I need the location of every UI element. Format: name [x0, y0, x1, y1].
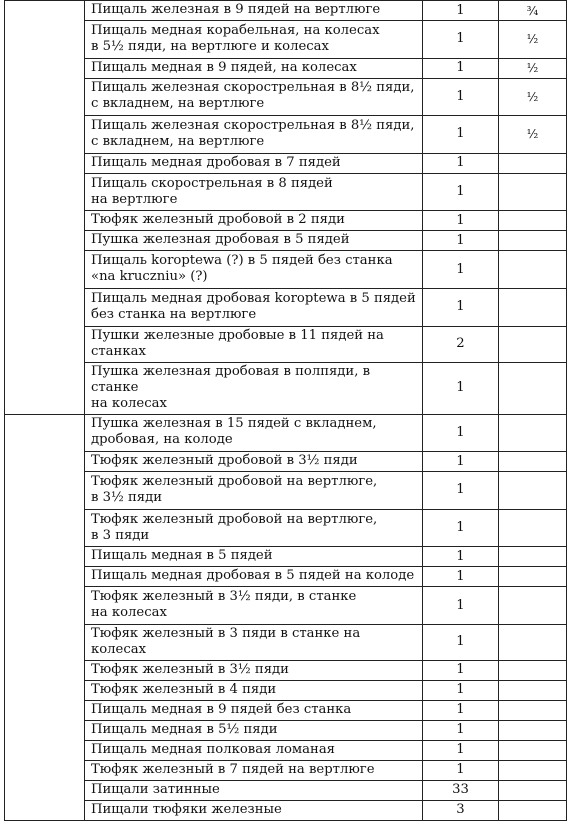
table-row — [5, 58, 567, 78]
item-name-cell: Пищаль медная дробовая в 5 пядей на колоде — [85, 567, 423, 587]
table-row — [5, 414, 567, 452]
item-quantity-cell: 1 — [423, 116, 499, 154]
table-row — [5, 288, 567, 326]
table-row — [5, 452, 567, 472]
item-quantity-cell: 1 — [423, 567, 499, 587]
item-quantity-cell: 1 — [423, 509, 499, 547]
item-quantity-cell: 1 — [423, 231, 499, 251]
group-cell — [5, 414, 85, 820]
item-quantity-cell: 1 — [423, 720, 499, 740]
item-name-cell: Пищаль медная в 5 пядей — [85, 547, 423, 567]
table-row — [5, 21, 567, 59]
item-extra-cell: ½ — [499, 116, 567, 154]
item-extra-cell — [499, 231, 567, 251]
table-row — [5, 251, 567, 289]
item-quantity-cell: 1 — [423, 78, 499, 116]
item-quantity-cell: 1 — [423, 760, 499, 780]
table-row — [5, 567, 567, 587]
item-quantity-cell: 1 — [423, 1, 499, 21]
item-extra-cell: ½ — [499, 58, 567, 78]
table-row — [5, 587, 567, 625]
table-row — [5, 720, 567, 740]
item-extra-cell: ½ — [499, 78, 567, 116]
item-quantity-cell: 1 — [423, 624, 499, 660]
item-name-cell: Пищаль медная дробовая в 7 пядей — [85, 153, 423, 173]
item-quantity-cell: 1 — [423, 153, 499, 173]
item-quantity-cell: 1 — [423, 288, 499, 326]
item-extra-cell — [499, 547, 567, 567]
item-name-cell: Пушка железная дробовая в полпяди, в станке на колесах — [85, 362, 423, 414]
item-extra-cell — [499, 700, 567, 720]
table-row — [5, 362, 567, 414]
table-row — [5, 760, 567, 780]
item-quantity-cell: 1 — [423, 211, 499, 231]
table-row — [5, 800, 567, 820]
table-row — [5, 78, 567, 116]
item-name-cell: Тюфяк железный в 3 пяди в станке на колесах — [85, 624, 423, 660]
table-row — [5, 547, 567, 567]
table-row — [5, 231, 567, 251]
item-quantity-cell: 1 — [423, 700, 499, 720]
item-extra-cell — [499, 680, 567, 700]
item-quantity-cell: 33 — [423, 780, 499, 800]
table-row — [5, 509, 567, 547]
item-name-cell: Пищали затинные — [85, 780, 423, 800]
item-extra-cell — [499, 153, 567, 173]
item-name-cell: Тюфяк железный в 3½ пяди — [85, 660, 423, 680]
table-row — [5, 173, 567, 211]
item-quantity-cell: 1 — [423, 660, 499, 680]
item-name-cell: Пищали тюфяки железные — [85, 800, 423, 820]
item-name-cell: Пищаль железная скорострельная в 8½ пяди, с вкладнем, на вертлюге — [85, 78, 423, 116]
item-name-cell: Пищаль медная корабельная, на колесах в 5½ пяди, на вертлюге и колесах — [85, 21, 423, 59]
item-name-cell: Пищаль скорострельная в 8 пядей на вертлюге — [85, 173, 423, 211]
item-quantity-cell: 1 — [423, 452, 499, 472]
table-row — [5, 472, 567, 510]
item-extra-cell: ¾ — [499, 1, 567, 21]
table-row — [5, 700, 567, 720]
item-extra-cell — [499, 362, 567, 414]
table-row — [5, 326, 567, 362]
table-row — [5, 211, 567, 231]
item-extra-cell — [499, 567, 567, 587]
item-quantity-cell: 1 — [423, 173, 499, 211]
item-quantity-cell: 1 — [423, 21, 499, 59]
item-extra-cell — [499, 660, 567, 680]
table-row — [5, 780, 567, 800]
item-extra-cell — [499, 472, 567, 510]
item-name-cell: Тюфяк железный дробовой в 2 пяди — [85, 211, 423, 231]
table-row — [5, 740, 567, 760]
item-name-cell: Пищаль медная в 9 пядей, на колесах — [85, 58, 423, 78]
item-extra-cell — [499, 780, 567, 800]
item-extra-cell — [499, 211, 567, 231]
item-name-cell: Пищаль медная в 9 пядей без станка — [85, 700, 423, 720]
item-extra-cell — [499, 740, 567, 760]
item-name-cell: Тюфяк железный дробовой в 3½ пяди — [85, 452, 423, 472]
item-extra-cell — [499, 452, 567, 472]
item-extra-cell — [499, 624, 567, 660]
item-extra-cell — [499, 173, 567, 211]
item-name-cell: Тюфяк железный дробовой на вертлюге, в 3½ пяди — [85, 472, 423, 510]
item-name-cell: Пушка железная дробовая в 5 пядей — [85, 231, 423, 251]
table-row — [5, 1, 567, 21]
item-name-cell: Тюфяк железный дробовой на вертлюге, в 3 пяди — [85, 509, 423, 547]
item-extra-cell: ½ — [499, 21, 567, 59]
item-quantity-cell: 1 — [423, 362, 499, 414]
item-quantity-cell: 1 — [423, 472, 499, 510]
item-quantity-cell: 1 — [423, 587, 499, 625]
item-name-cell: Тюфяк железный в 3½ пяди, в станке на колесах — [85, 587, 423, 625]
inventory-table — [4, 0, 567, 821]
item-name-cell: Пищаль koroptewa (?) в 5 пядей без станка «na krucznіu» (?) — [85, 251, 423, 289]
item-quantity-cell: 1 — [423, 58, 499, 78]
item-quantity-cell: 1 — [423, 680, 499, 700]
item-quantity-cell: 2 — [423, 326, 499, 362]
item-extra-cell — [499, 414, 567, 452]
item-name-cell: Пищаль медная дробовая koroptewa в 5 пядей без станка на вертлюге — [85, 288, 423, 326]
item-extra-cell — [499, 251, 567, 289]
item-extra-cell — [499, 720, 567, 740]
item-name-cell: Пушки железные дробовые в 11 пядей на станках — [85, 326, 423, 362]
item-name-cell: Пищаль железная в 9 пядей на вертлюге — [85, 1, 423, 21]
table-row — [5, 660, 567, 680]
item-extra-cell — [499, 326, 567, 362]
item-extra-cell — [499, 288, 567, 326]
item-extra-cell — [499, 760, 567, 780]
item-name-cell: Пушка железная в 15 пядей с вкладнем, дробовая, на колоде — [85, 414, 423, 452]
item-quantity-cell: 1 — [423, 547, 499, 567]
item-name-cell: Тюфяк железный в 4 пяди — [85, 680, 423, 700]
item-name-cell: Пищаль медная в 5½ пяди — [85, 720, 423, 740]
item-name-cell: Пищаль железная скорострельная в 8½ пяди, с вкладнем, на вертлюге — [85, 116, 423, 154]
group-cell — [5, 1, 85, 415]
table-row — [5, 680, 567, 700]
table-row — [5, 116, 567, 154]
table-row — [5, 624, 567, 660]
item-quantity-cell: 3 — [423, 800, 499, 820]
item-extra-cell — [499, 587, 567, 625]
item-name-cell: Пищаль медная полковая ломаная — [85, 740, 423, 760]
item-quantity-cell: 1 — [423, 740, 499, 760]
inventory-table-body — [5, 1, 567, 821]
item-extra-cell — [499, 509, 567, 547]
item-name-cell: Тюфяк железный в 7 пядей на вертлюге — [85, 760, 423, 780]
table-row — [5, 153, 567, 173]
item-quantity-cell: 1 — [423, 414, 499, 452]
item-quantity-cell: 1 — [423, 251, 499, 289]
item-extra-cell — [499, 800, 567, 820]
